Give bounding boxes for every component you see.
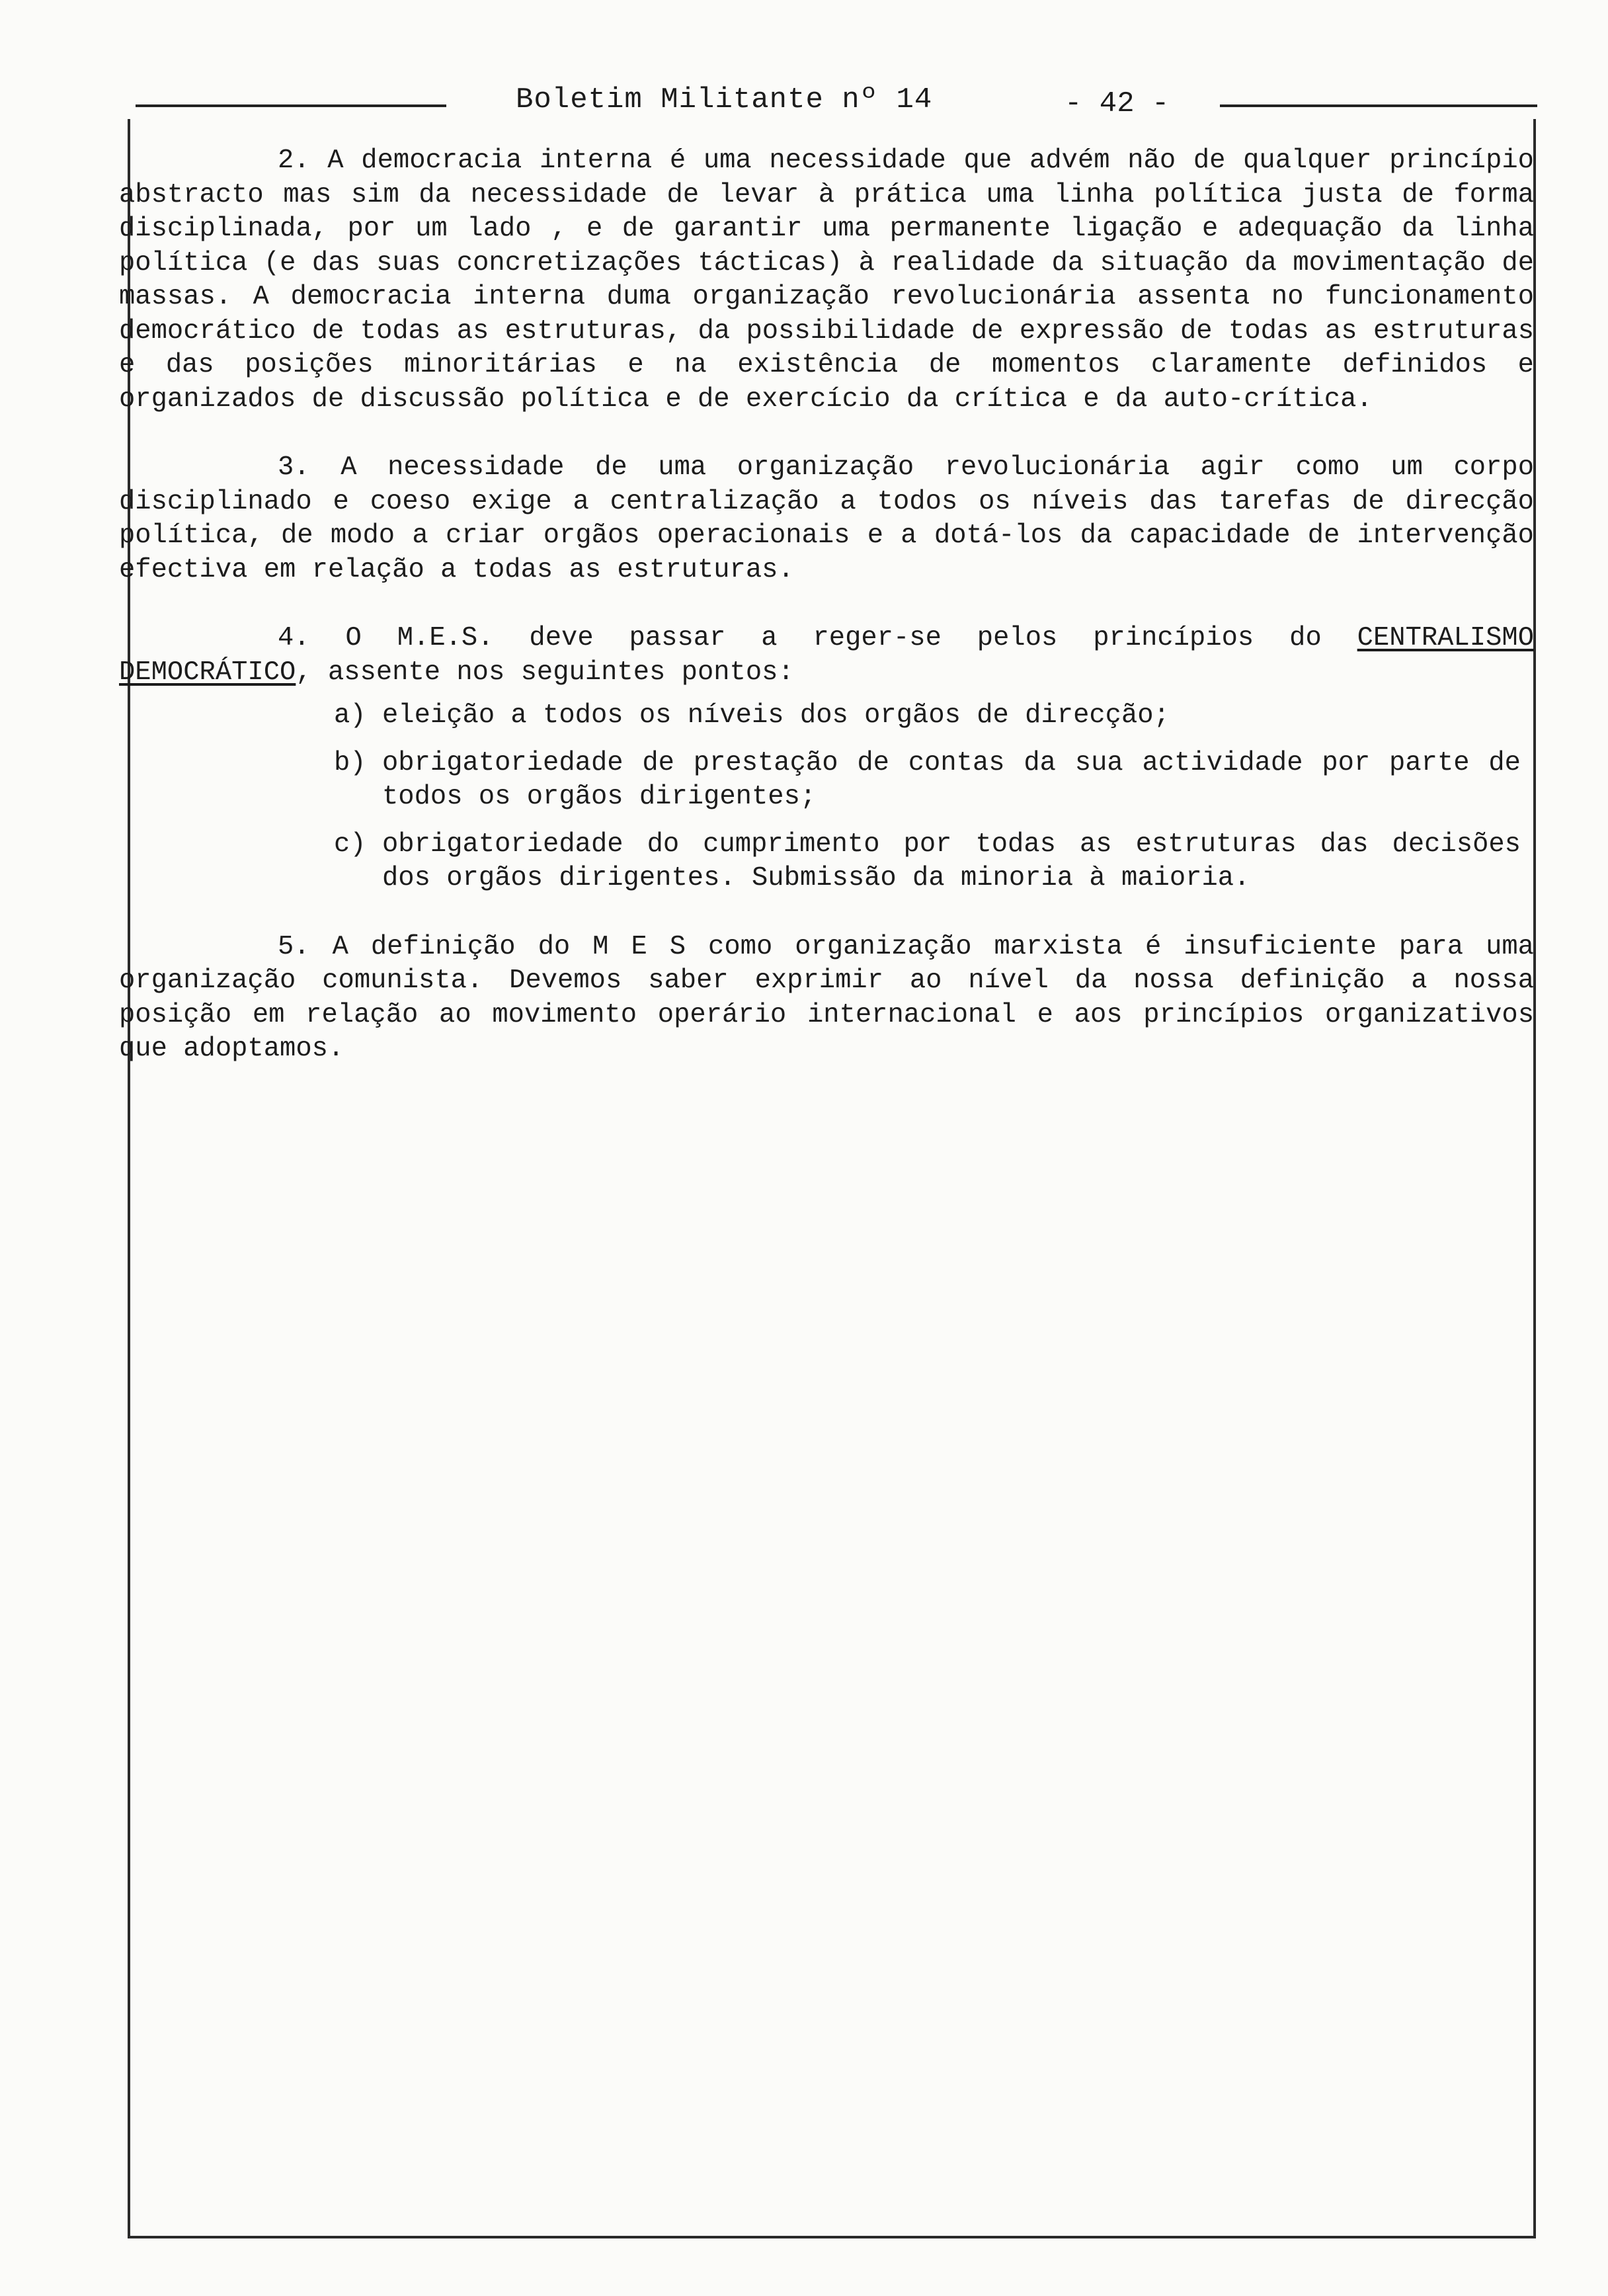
paragraph-4-text-before: O M.E.S. deve passar a reger-se pelos princípios do bbox=[345, 623, 1322, 653]
paragraph-4-number: 4. bbox=[278, 623, 310, 653]
list-item-marker: b) bbox=[334, 747, 366, 778]
paragraph-5 bbox=[119, 930, 1534, 1067]
paragraph-4-text-after: , assente nos seguintes pontos: bbox=[296, 657, 794, 688]
list-item-marker: c) bbox=[334, 829, 366, 860]
list-item-text: obrigatoriedade de prestação de contas da sua actividade por parte de todos os orgãos dirigentes; bbox=[382, 747, 1521, 812]
paragraph-4 bbox=[119, 622, 1534, 690]
paragraph-3 bbox=[119, 451, 1534, 587]
list-item-marker: a) bbox=[334, 700, 366, 731]
header-title: Boletim Militante nº 14 bbox=[516, 83, 933, 116]
paragraph-5-text: A definição do M E S como organização marxista é insuficiente para uma organização comunista. Devemos saber exprimir ao nível da nossa definição a nossa posição em relação ao movimento operário internacional e aos princípios organizativos que adoptamos. bbox=[119, 931, 1534, 1064]
principles-list bbox=[119, 699, 1534, 896]
document-body bbox=[119, 144, 1534, 1067]
paragraph-2 bbox=[119, 144, 1534, 417]
list-item bbox=[334, 828, 1534, 896]
paragraph-2-text: A democracia interna é uma necessidade que advém não de qualquer princípio abstracto mas sim da necessidade de levar à prática uma linha política justa de forma disciplinada, por um lado , e de garantir uma permanente ligação e adequação da linha política (e das suas concretizações tácticas) à realidade da situação da movimentação de massas. A democracia interna duma organização revolucionária assenta no funcionamento democrático de todas as estruturas, da possibilidade de expressão de todas as estruturas e das posições minoritárias e na existência de momentos claramente definidos e organizados de discussão política e de exercício da crítica e da auto-crítica. bbox=[119, 145, 1534, 415]
list-item bbox=[334, 747, 1534, 815]
paragraph-5-number: 5. bbox=[278, 931, 310, 962]
centralismo-democratico-emphasis: CENTRALISMO DEMOCRÁTICO bbox=[119, 623, 1534, 688]
header-rule-left bbox=[136, 104, 446, 107]
paragraph-3-text: A necessidade de uma organização revolucionária agir como um corpo disciplinado e coeso exige a centralização a todos os níveis das tarefas de direcção política, de modo a criar orgãos operacionais e a dotá-los da capacidade de intervenção efectiva em relação a todas as estruturas. bbox=[119, 452, 1534, 585]
list-item-text: obrigatoriedade do cumprimento por todas as estruturas das decisões dos orgãos dirigentes. Submissão da minoria à maioria. bbox=[382, 829, 1521, 893]
header-rule-right bbox=[1220, 104, 1537, 107]
list-item-text: eleição a todos os níveis dos orgãos de direcção; bbox=[382, 700, 1170, 731]
paragraph-2-number: 2. bbox=[278, 145, 310, 176]
paragraph-3-number: 3. bbox=[278, 452, 310, 483]
page-number: - 42 - bbox=[1065, 87, 1170, 120]
list-item bbox=[334, 699, 1534, 733]
